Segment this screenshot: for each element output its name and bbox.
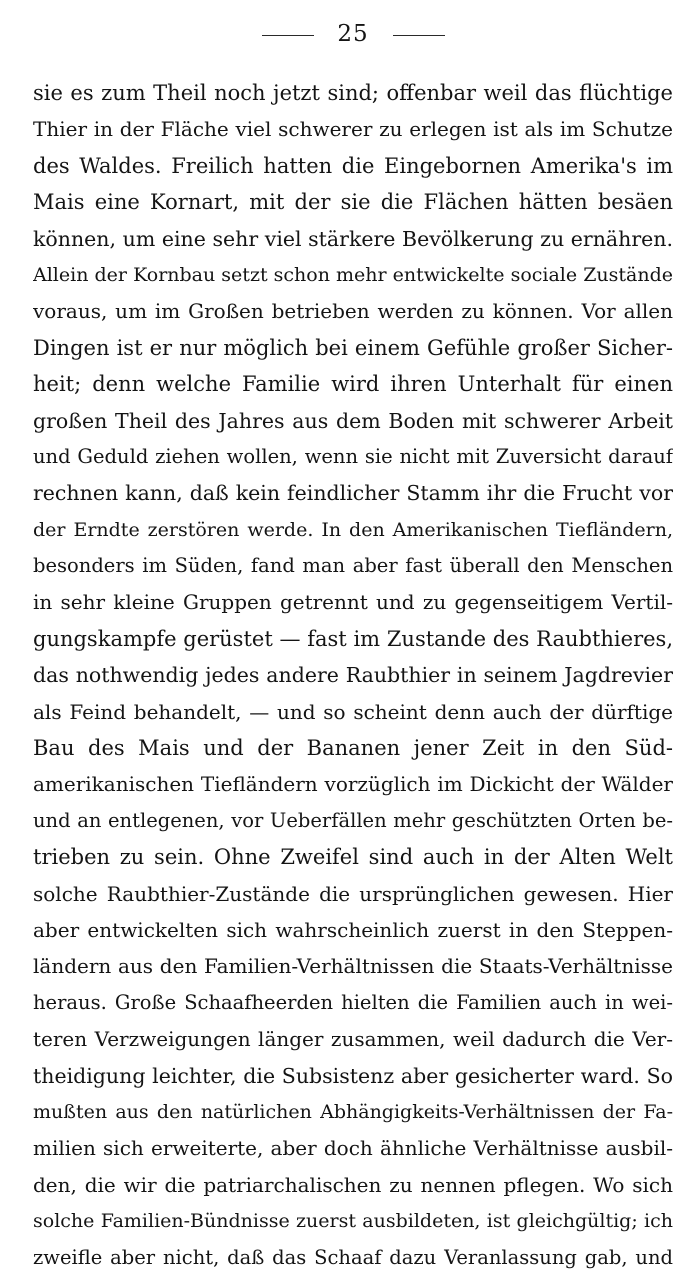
text-line: amerikanischen Tiefländern vorzüglich im Dickicht der Wälder — [33, 772, 673, 797]
text-line: Bau des Mais und der Bananen jener Zeit in den Süd- — [33, 736, 673, 761]
text-line: Dingen ist er nur möglich bei einem Gefühle großer Sicher- — [33, 335, 673, 360]
text-line: zweifle aber nicht, daß das Schaaf dazu Veranlassung gab, und — [33, 1245, 673, 1269]
text-line: milien sich erweiterte, aber doch ähnliche Verhältnisse ausbil- — [33, 1136, 673, 1161]
text-line: voraus, um im Großen betrieben werden zu können. Vor allen — [33, 299, 673, 324]
text-line: den, die wir die patriarchalischen zu nennen pflegen. Wo sich — [33, 1172, 673, 1197]
text-line: heraus. Große Schaafheerden hielten die Familien auch in wei- — [33, 990, 673, 1014]
text-line: des Waldes. Freilich hatten die Eingebornen Amerika's im — [33, 153, 673, 178]
text-line: teren Verzweigungen länger zusammen, weil dadurch die Ver- — [33, 1027, 673, 1052]
text-line: ländern aus den Familien-Verhältnissen die Staats-Verhältnisse — [33, 954, 673, 979]
text-line: in sehr kleine Gruppen getrennt und zu gegenseitigem Vertil- — [33, 590, 673, 615]
text-line: mußten aus den natürlichen Abhängigkeits-Verhältnissen der Fa- — [33, 1100, 673, 1123]
header-rule-left — [262, 35, 314, 36]
text-line: aber entwickelten sich wahrscheinlich zuerst in den Steppen- — [33, 917, 673, 942]
page-header — [0, 18, 697, 52]
text-line: trieben zu sein. Ohne Zweifel sind auch in der Alten Welt — [33, 845, 673, 870]
text-line: und Geduld ziehen wollen, wenn sie nicht mit Zuversicht darauf — [33, 444, 673, 468]
text-line: theidigung leichter, die Subsistenz aber gesicherter ward. So — [33, 1063, 673, 1088]
text-line: und an entlegenen, vor Ueberfällen mehr geschützten Orten be- — [33, 808, 673, 832]
text-line: heit; denn welche Familie wird ihren Unterhalt für einen — [33, 372, 673, 397]
text-line: sie es zum Theil noch jetzt sind; offenbar weil das flüchtige — [33, 81, 673, 105]
text-line: rechnen kann, daß kein feindlicher Stamm ihr die Frucht vor — [33, 481, 673, 506]
body-text — [33, 75, 673, 1276]
header-rule-right — [393, 35, 445, 36]
page-number: 25 — [337, 21, 369, 47]
text-line: Mais eine Kornart, mit der sie die Flächen hätten besäen — [33, 190, 673, 215]
text-line: besonders im Süden, fand man aber fast überall den Menschen — [33, 554, 673, 578]
text-line: können, um eine sehr viel stärkere Bevölkerung zu ernähren. — [33, 226, 673, 251]
text-line: großen Theil des Jahres aus dem Boden mit schwerer Arbeit — [33, 408, 673, 433]
text-line: Thier in der Fläche viel schwerer zu erlegen ist als im Schutze — [33, 117, 673, 142]
text-line: der Erndte zerstören werde. In den Amerikanischen Tiefländern, — [33, 518, 673, 541]
text-line: gungskampfe gerüstet — fast im Zustande des Raubthieres, — [33, 626, 673, 651]
text-line: solche Raubthier-Zustände die ursprünglichen gewesen. Hier — [33, 881, 673, 906]
text-line: das nothwendig jedes andere Raubthier in seinem Jagdrevier — [33, 663, 673, 688]
text-line: als Feind behandelt, — und so scheint denn auch der dürftige — [33, 699, 673, 724]
text-line: solche Familien-Bündnisse zuerst ausbildeten, ist gleichgültig; ich — [33, 1210, 673, 1233]
text-line: Allein der Kornbau setzt schon mehr entwickelte sociale Zustände — [33, 263, 673, 286]
